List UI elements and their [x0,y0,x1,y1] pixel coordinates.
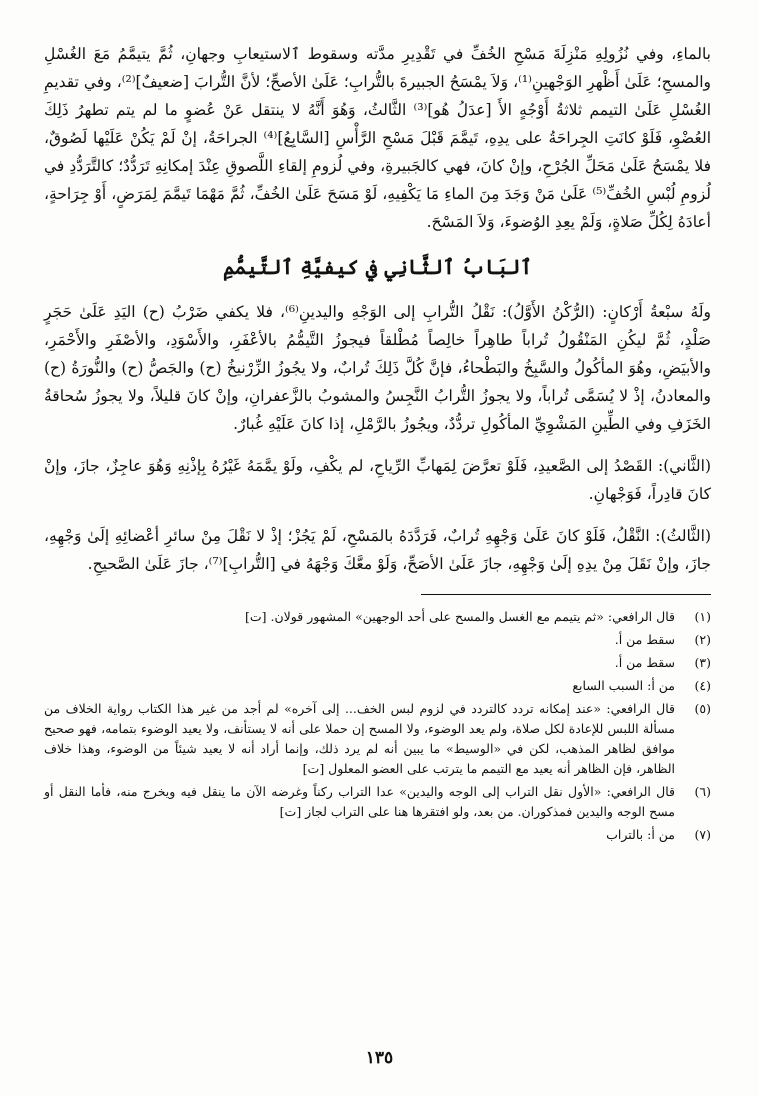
footnote-divider [421,594,711,595]
footnote [44,699,711,779]
footnote-text: قال الرافعي: «الأول نقل التراب إلى الوجه واليدين» عدا التراب ركناً وغرضه الآن ما ينقل فيه ويخرج منه، فأما النقل أو مسح الوجه واليدين فمذكوران. من بعد، ولو افتقرها هنا على التراب لجاز [ت] [44,784,675,819]
footnote [44,607,711,627]
footnote-text: سقط من أ. [614,632,675,647]
footnote-number: (٥) [694,701,711,716]
footnote [44,825,711,845]
text-paragraph: ولَهُ سبْعةُ أَرْكانٍ: (الرُّكْنُ الأَوَّلُ): نَقْلُ التُّرابِ إلى الوَجْهِ واليدينِ⁽⁶⁾، فلا يكفي ضَرْبُ (ح) اليَدِ عَلَىٰ حَجَرٍ صَلْدٍ، ثُمَّ ليكُنِ المَنْقُولُ تُراباً طاهِراً خالِصاً مُطْلقاً فيجوزُ التَّيمُّمُ بالأعْفَرِ، والأَسْوَدِ، والأصْفَرِ والأَحْمَرِ، والأبيَضِ، وهُوَ المأكُولُ والسَّبِخُ والبَطْحاءُ، فإنَّ كُلَّ ذَلِكَ تُرابٌ، ولا يجُوزُ الزِّرْنيخُ (ح) والجَصُّ (ح) والنُّورَةُ (ح) والمعادنُ، إذْ لا يُسَمَّى تُراباً، ولا يجوزُ التُّرابُ النَّجِسُ والمشوبُ بالزَّعفرانِ، وإنْ كانَ قليلاً، ولا يجوزُ سُحاقةُ الخَزَفِ وفي الطِّينِ المَشْوِيِّ المأكُولِ تردُّدٌ، ويجُوزُ بالرَّمْلِ، إذا كانَ عَلَيْهِ غُبارٌ. [44,303,711,433]
chapter-title: ٱلبَابُ ٱلثَّانِي في كيفيَّةِ ٱلتَّيمُّمِ [222,255,533,279]
footnote-text: قال الرافعي: «عند إمكانه تردد كالتردد في لزوم لبس الخف... إلى آخره» لم أجد من غير هذا الكتاب رواية الخلاف من مسألة اللبس للإعادة لكل صلاة، ولم يعد الوضوء، ولا المسح إن حملا على أنه لا يستأنف، ولا يعيد الوضوء بتمامه، فهو صحيح موافق لظاهر المذهب، لكن في «الوسيط» ما يبين أنه لم يرد ذلك، وإنما أراد أنه لا يعيد شيئاً من الوضوء، وهذا خلاف الظاهر، فإن الظاهر أنه يعيد مع التيمم ما يترتب على العضو المعلول [ت] [44,701,675,776]
footnote-number: (٧) [694,827,711,842]
footnote-text: سقط من أ. [614,655,675,670]
footnote-text: من أ: السبب السابع [572,678,675,693]
footnote-number: (١) [694,609,711,624]
footnotes-section [44,607,711,845]
footnote [44,653,711,673]
footnote-text: من أ: بالتراب [606,827,675,842]
text-paragraph: بالماءِ، وفي نُزُولِهِ مَنْزِلَةَ مَسْحِ الخُفِّ في تَقْدِيرِ مدَّته وسقوط ٱلاستيعابِ وجهانِ، ثُمَّ يتيمَّمُ مَعَ الغُسْلِ والمسحِ؛ عَلَىٰ أَظْهرِ الوَجْهينِ⁽¹⁾، وَلاَ يمْسَحُ الجبيرةَ بالتُّرابِ؛ عَلَىٰ الأصحِّ؛ لأنَّ التُّرابَ [ضعيفٌ]⁽²⁾، وفي تقديمِ الغُسْلِ عَلَىٰ التيمم ثلاثةُ أَوْجُهٍ الأَ [عدَلُ هُو]⁽³⁾ الثَّالثُ، وَهُوَ أَنَّهُ لا ينتقل عَنْ عُضوٍ ما لم يتم تطهرُ ذَلِكَ العُضْوِ، فَلَوْ كانَتِ الجِراحَةُ على يدِهِ، تَيمَّمَ قَبْلَ مَسْحِ الرَّأْسِ [السَّابِعُ]⁽⁴⁾ الجراحَةُ، إنْ لَمْ يَكُنْ عَلَيْها لَصُوقٌ، فلا يمْسَحُ عَلَىٰ مَحَلِّ الجُرْحِ، وإنْ كانَ، فهي كالجَبيرةِ، وفي لُزومِ إلقاءِ اللَّصوقِ عِنْدَ إمكانِهِ تَرَدُّدٌ؛ كالتَّرَدُّدِ في لُزومِ لُبْسِ الخُفِّ⁽⁵⁾ عَلَىٰ مَنْ وَجَدَ مِنَ الماءِ مَا يَكْفِيهِ، لَوْ مَسَحَ عَلَىٰ الخُفِّ، ثُمَّ مَهْمَا تَيمَّمَ لِمَرَضٍ، أَوْ جِرَاحةٍ، أعادَهُ لِكُلِّ صَلاةٍ، وَلَمْ يعِدِ الوُضوءَ، وَلاَ المَسْحَ. [44,45,712,231]
footnote [44,782,711,822]
text-paragraph: (الثَّاني): القَصْدُ إلى الصَّعيدِ، فَلَوْ تعرَّضَ لِمَهابِّ الرِّياحِ، لم يكْفِ، ولَوْ يمَّمَهُ غَيْرُهُ بِإذْنِهِ وَهُوَ عاجِزٌ، جازَ، وإنْ كانَ قادِراً، فَوَجْهانِ. [44,457,711,503]
page-number: ١٣٥ [365,1048,394,1068]
text-paragraph: (الثَّالثُ): النَّقْلُ، فَلَوْ كانَ عَلَىٰ وَجْهِهِ تُرابٌ، فَرَدَّدَهُ بالمَسْحِ، لَمْ يَجُزْ؛ إذْ لا نَقْلَ مِنْ سائرِ أعْضائِهِ إلَىٰ وَجْهِهِ، جازَ، وإنْ نَقَلَ مِنْ يدِهِ إلَىٰ وَجْهِهِ، جازَ عَلَىٰ الأصَحِّ، وَلَوْ معَّكَ وَجْهَهُ في [التُّرابِ]⁽⁷⁾، جازَ عَلَىٰ الصَّحيحِ. [44,527,711,573]
footnote-number: (٦) [694,784,711,799]
footnote-number: (٣) [694,655,711,670]
footnote-number: (٤) [694,678,711,693]
footnote-text: قال الرافعي: «ثم يتيمم مع الغسل والمسح على أحد الوجهين» المشهور قولان. [ت] [245,609,675,624]
footnote-number: (٢) [694,632,711,647]
footnote [44,676,711,696]
footnote [44,630,711,650]
chapter-body [44,298,711,578]
continued-text-section [44,40,711,236]
